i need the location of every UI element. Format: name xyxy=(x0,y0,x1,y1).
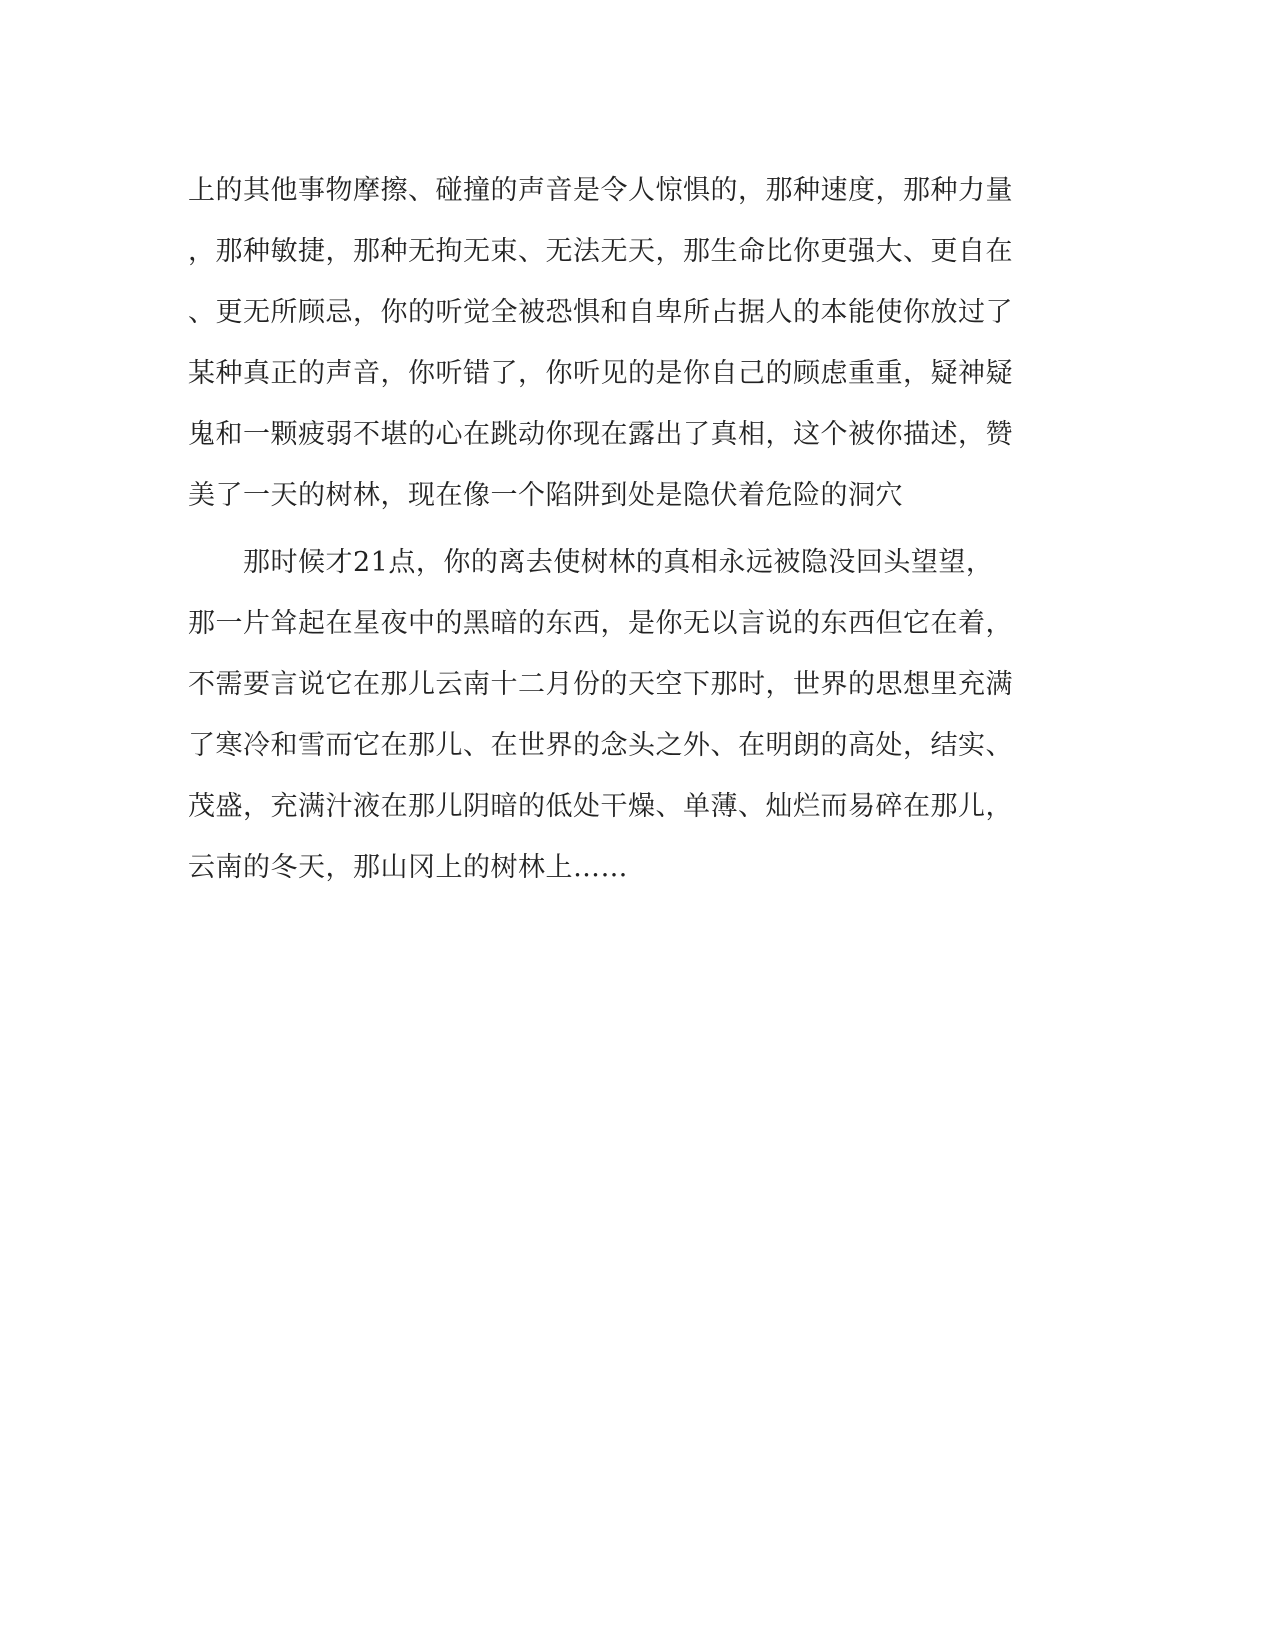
text-line: 鬼和一颗疲弱不堪的心在跳动你现在露出了真相，这个被你描述，赞 xyxy=(188,419,1013,450)
text-line: ，那种敏捷，那种无拘无束、无法无天，那生命比你更强大、更自在 xyxy=(188,236,1013,267)
body-text xyxy=(188,160,1068,898)
text-line: 了寒冷和雪而它在那儿、在世界的念头之外、在明朗的高处，结实、 xyxy=(188,730,1013,761)
text-line: 美了一天的树林，现在像一个陷阱到处是隐伏着危险的洞穴 xyxy=(188,480,903,511)
text-line: 那时候才21点，你的离去使树林的真相永远被隐没回头望望， xyxy=(188,547,994,578)
text-line: 不需要言说它在那儿云南十二月份的天空下那时，世界的思想里充满 xyxy=(188,669,1013,700)
paragraph-1 xyxy=(188,160,1068,526)
text-line: 那一片耸起在星夜中的黑暗的东西，是你无以言说的东西但它在着， xyxy=(188,608,1013,639)
text-line: 、更无所顾忌，你的听觉全被恐惧和自卑所占据人的本能使你放过了 xyxy=(188,297,1013,328)
text-line: 茂盛，充满汁液在那儿阴暗的低处干燥、单薄、灿烂而易碎在那儿， xyxy=(188,791,1013,822)
text-line: 云南的冬天，那山冈上的树林上…… xyxy=(188,852,628,883)
text-line: 上的其他事物摩擦、碰撞的声音是令人惊惧的，那种速度，那种力量 xyxy=(188,175,1013,206)
paragraph-2 xyxy=(188,532,1068,898)
text-line: 某种真正的声音，你听错了，你听见的是你自己的顾虑重重，疑神疑 xyxy=(188,358,1013,389)
